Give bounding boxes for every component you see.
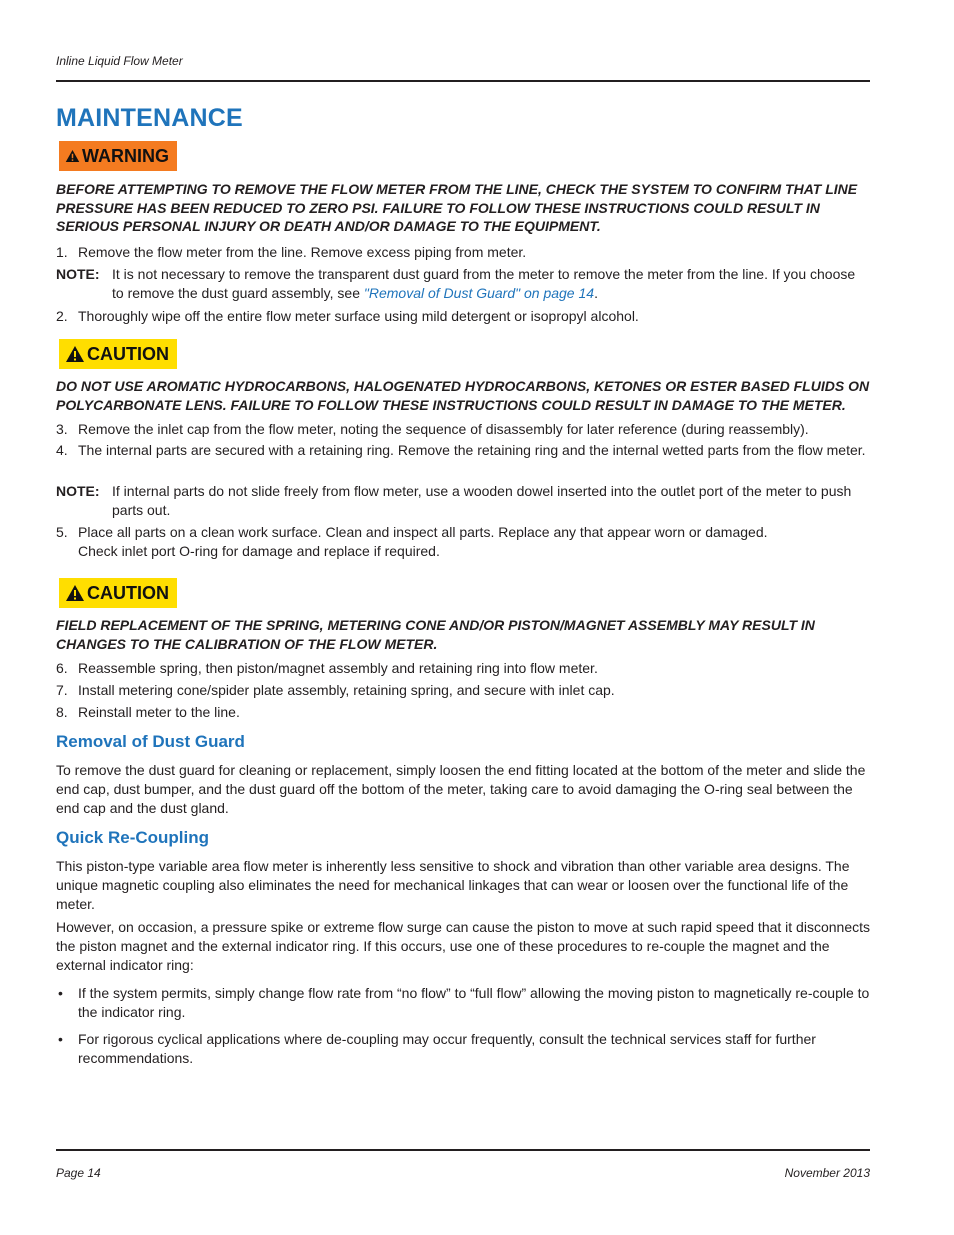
warning-triangle-icon bbox=[65, 147, 80, 165]
note-block bbox=[56, 482, 870, 520]
section-title: MAINTENANCE bbox=[56, 104, 243, 132]
step-text: Remove the flow meter from the line. Remove excess piping from meter. bbox=[78, 244, 527, 260]
subsection-heading: Removal of Dust Guard bbox=[56, 732, 245, 751]
step-text: The internal parts are secured with a retaining ring. Remove the retaining ring and the internal wetted parts from the flow meter. bbox=[78, 442, 866, 458]
bullet-text: For rigorous cyclical applications where de-coupling may occur frequently, consult the technical services staff for further recommendations. bbox=[78, 1031, 816, 1066]
list-item bbox=[56, 420, 870, 439]
step-text: Remove the inlet cap from the flow meter, noting the sequence of disassembly for later reference (during reassembly). bbox=[78, 421, 809, 437]
step-number: 3. bbox=[56, 421, 68, 437]
running-header: Inline Liquid Flow Meter bbox=[56, 54, 183, 68]
note-text: If internal parts do not slide freely from flow meter, use a wooden dowel inserted into the outlet port of the meter to push parts out. bbox=[112, 483, 852, 518]
list-item bbox=[56, 703, 870, 722]
note-label: NOTE: bbox=[56, 266, 100, 282]
paragraph: This piston-type variable area flow meter is inherently less sensitive to shock and vibration than other variable area designs. The unique magnetic coupling also eliminates the need for mechanical linkages that can wear or loosen over the functional life of the meter. bbox=[56, 858, 850, 912]
step-number: 4. bbox=[56, 442, 68, 458]
step-number: 8. bbox=[56, 704, 68, 720]
caution-label: CAUTION bbox=[87, 343, 169, 364]
step-text: Install metering cone/spider plate assembly, retaining spring, and secure with inlet cap. bbox=[78, 682, 615, 698]
bullet-dot: • bbox=[58, 985, 63, 1001]
list-item bbox=[56, 307, 870, 326]
caution-badge bbox=[59, 578, 177, 608]
warning-text: BEFORE ATTEMPTING TO REMOVE THE FLOW METER FROM THE LINE, CHECK THE SYSTEM TO CONFIRM THAT LINE PRESSURE HAS BEEN REDUCED TO ZERO PSI. FAILURE TO FOLLOW THESE INSTRUCTIONS COULD RESULT IN SERIOUS PERSONAL INJURY OR DEATH AND/OR DAMAGE TO THE EQUIPMENT. bbox=[56, 181, 858, 234]
bullet-dot: • bbox=[58, 1031, 63, 1047]
caution-text: FIELD REPLACEMENT OF THE SPRING, METERING CONE AND/OR PISTON/MAGNET ASSEMBLY MAY RESULT IN CHANGES TO THE CALIBRATION OF THE FLOW METER. bbox=[56, 617, 815, 652]
step-number: 5. bbox=[56, 524, 68, 540]
step-number: 7. bbox=[56, 682, 68, 698]
list-item bbox=[56, 523, 870, 560]
footer-date: November 2013 bbox=[784, 1166, 870, 1180]
page-number: Page 14 bbox=[56, 1166, 101, 1180]
list-item bbox=[56, 243, 870, 262]
step-text: Reinstall meter to the line. bbox=[78, 704, 240, 720]
list-item bbox=[56, 681, 870, 700]
caution-badge bbox=[59, 339, 177, 369]
warning-badge bbox=[59, 141, 177, 171]
note-label: NOTE: bbox=[56, 483, 100, 499]
footer-rule bbox=[56, 1149, 870, 1151]
caution-triangle-icon bbox=[65, 584, 85, 602]
step-text: Place all parts on a clean work surface. Clean and inspect all parts. Replace any that appear worn or damaged. Check inlet port O-ring for damage and replace if required. bbox=[78, 524, 768, 559]
step-number: 2. bbox=[56, 308, 68, 324]
step-number: 1. bbox=[56, 244, 68, 260]
step-text: Thoroughly wipe off the entire flow meter surface using mild detergent or isopropyl alcohol. bbox=[78, 308, 639, 324]
note-text: It is not necessary to remove the transparent dust guard from the meter to remove the meter from the line. If you choose to remove the dust guard assembly, see "Removal of Dust Guard" on page 14. bbox=[112, 266, 856, 301]
caution-triangle-icon bbox=[65, 345, 85, 363]
header-rule bbox=[56, 80, 870, 82]
caution-text: DO NOT USE AROMATIC HYDROCARBONS, HALOGENATED HYDROCARBONS, KETONES OR ESTER BASED FLUIDS ON POLYCARBONATE LENS. FAILURE TO FOLLOW THESE INSTRUCTIONS COULD RESULT IN DAMAGE TO THE METER. bbox=[56, 378, 870, 413]
step-number: 6. bbox=[56, 660, 68, 676]
dust-guard-link[interactable]: "Removal of Dust Guard" on page 14 bbox=[363, 285, 595, 301]
note-block bbox=[56, 265, 870, 303]
bullet-text: If the system permits, simply change flow rate from “no flow” to “full flow” allowing the moving piston to magnetically re-couple to the indicator ring. bbox=[78, 985, 870, 1020]
list-item bbox=[56, 659, 870, 678]
subsection-heading: Quick Re-Coupling bbox=[56, 828, 209, 847]
list-item bbox=[56, 984, 870, 1022]
list-item bbox=[56, 1030, 870, 1068]
list-item bbox=[56, 441, 870, 460]
paragraph: However, on occasion, a pressure spike or extreme flow surge can cause the piston to move at such rapid speed that it disconnects the piston magnet and the external indicator ring. If this occurs, use one of these procedures to re-couple the magnet and the external indicator ring: bbox=[56, 919, 870, 973]
paragraph: To remove the dust guard for cleaning or replacement, simply loosen the end fitting located at the bottom of the meter and slide the end cap, dust bumper, and the dust guard off the bottom of the meter, taking care to avoid damaging the O-ring seal between the end cap and the dust gland. bbox=[56, 762, 866, 816]
caution-label: CAUTION bbox=[87, 582, 169, 603]
warning-label: WARNING bbox=[82, 145, 169, 166]
step-text: Reassemble spring, then piston/magnet assembly and retaining ring into flow meter. bbox=[78, 660, 598, 676]
